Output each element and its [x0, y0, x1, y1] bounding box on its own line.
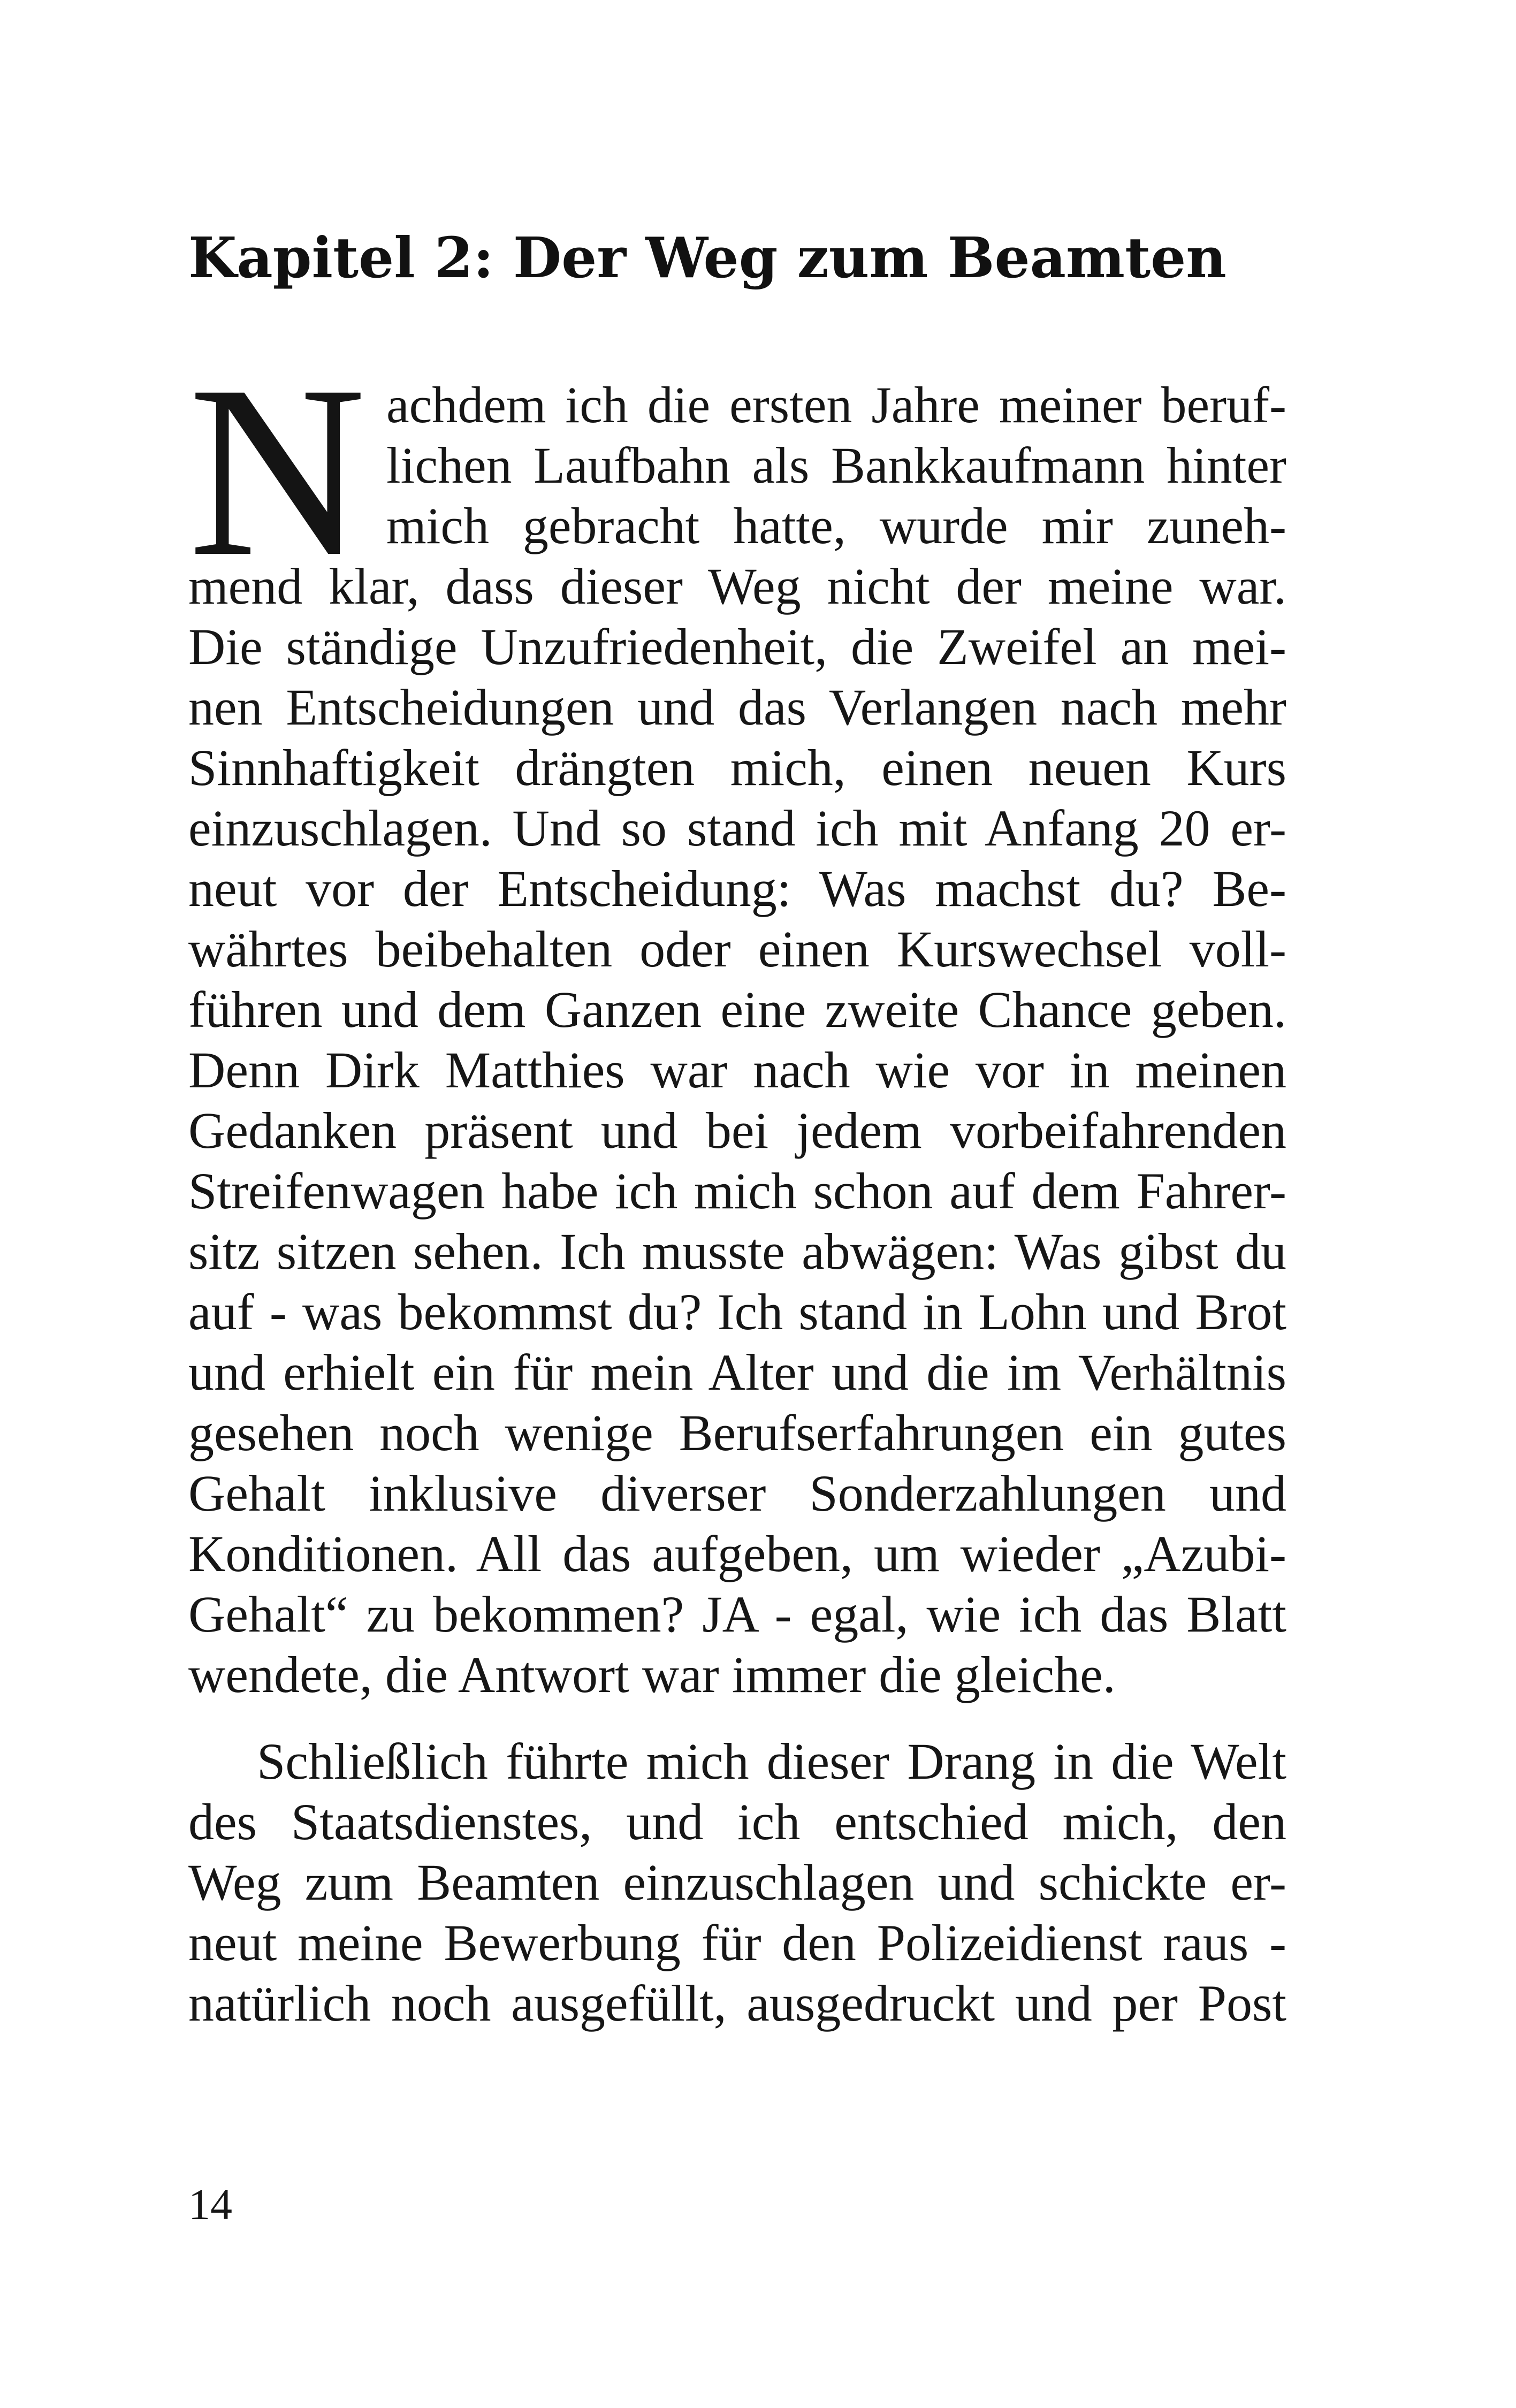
text-line: nen Entscheidungen und das Verlangen nach mehr [188, 679, 1286, 736]
text-line: Sinnhaftigkeit drängten mich, einen neuen Kurs [188, 739, 1286, 796]
page-number: 14 [188, 2180, 232, 2229]
text-line: Die ständige Unzufriedenheit, die Zweifel an mei- [188, 618, 1286, 675]
text-line: auf - was bekommst du? Ich stand in Lohn und Brot [188, 1283, 1286, 1340]
text-line: Streifenwagen habe ich mich schon auf dem Fahrer- [188, 1162, 1286, 1220]
text-line: Gehalt“ zu bekommen? JA - egal, wie ich das Blatt [188, 1586, 1286, 1643]
text-line: Gehalt inklusive diverser Sonderzahlungen und [188, 1465, 1286, 1522]
text-line: des Staatsdienstes, und ich entschied mich, den [188, 1793, 1286, 1850]
text-line: Denn Dirk Matthies war nach wie vor in meinen [188, 1041, 1286, 1099]
text-line: neut vor der Entscheidung: Was machst du? Be- [188, 860, 1286, 917]
text-line: währtes beibehalten oder einen Kurswechsel voll- [188, 920, 1286, 978]
text-line: einzuschlagen. Und so stand ich mit Anfang 20 er- [188, 799, 1286, 857]
paragraph-1 [188, 375, 1286, 1705]
text-line: neut meine Bewerbung für den Polizeidienst raus - [188, 1914, 1286, 1971]
text-line: mend klar, dass dieser Weg nicht der meine war. [188, 558, 1286, 615]
text-line: Gedanken präsent und bei jedem vorbeifahrenden [188, 1102, 1286, 1159]
text-line: Schließlich führte mich dieser Drang in die Welt [257, 1733, 1286, 1790]
text-line: und erhielt ein für mein Alter und die im Verhältnis [188, 1344, 1286, 1401]
text-line: natürlich noch ausgefüllt, ausgedruckt und per Post [188, 1975, 1286, 2032]
paragraph-2 [188, 1731, 1286, 2033]
text-line: lichen Laufbahn als Bankkaufmann hinter [386, 437, 1286, 494]
text-line: Konditionen. All das aufgeben, um wieder „Azubi- [188, 1525, 1286, 1582]
text-line: führen und dem Ganzen eine zweite Chance geben. [188, 981, 1286, 1038]
drop-cap: N [188, 334, 367, 607]
text-line: sitz sitzen sehen. Ich musste abwägen: Was gibst du [188, 1223, 1286, 1280]
text-line: mich gebracht hatte, wurde mir zuneh- [386, 497, 1286, 554]
text-line: wendete, die Antwort war immer die gleiche. [188, 1646, 1116, 1703]
text-line: Weg zum Beamten einzuschlagen und schickte er- [188, 1854, 1286, 1911]
text-line: achdem ich die ersten Jahre meiner beruf- [386, 376, 1286, 433]
text-line: gesehen noch wenige Berufserfahrungen ein gutes [188, 1404, 1286, 1461]
chapter-title: Kapitel 2: Der Weg zum Beamten [188, 225, 1226, 291]
